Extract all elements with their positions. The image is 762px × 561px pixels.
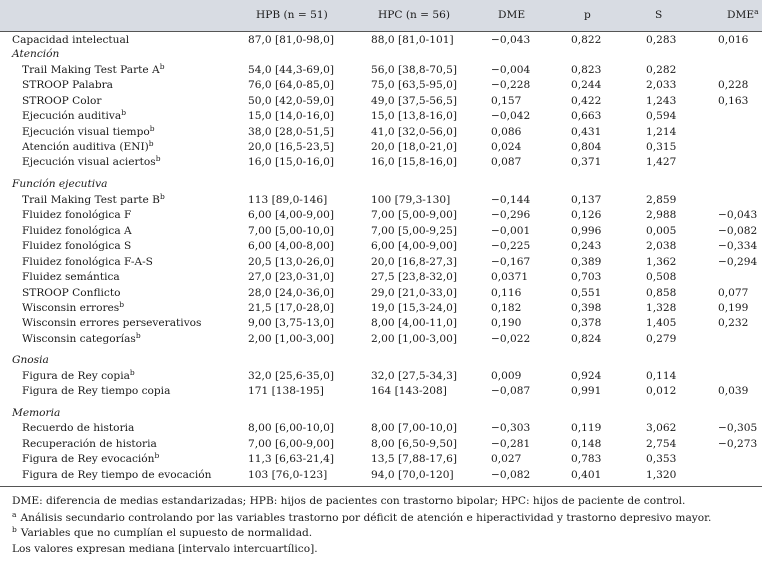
s-value: 0,315 (646, 141, 677, 153)
row-label: STROOP Palabra (22, 79, 113, 91)
dme-adjusted-value: −0,334 (718, 240, 758, 252)
p-value: 0,431 (571, 125, 602, 138)
p-value: 0,401 (571, 468, 602, 481)
bottom-rule (0, 486, 762, 487)
p-value: 0,389 (571, 255, 602, 268)
p-value: 0,804 (571, 141, 602, 153)
footnote-marker: b (148, 139, 154, 148)
footnote-marker: b (119, 300, 125, 309)
s-value: 1,320 (646, 468, 677, 481)
row-label: Ejecución auditiva$^b$ (22, 108, 126, 122)
row-label: Capacidad intelectual (12, 33, 130, 46)
dme-value: −0,167 (491, 255, 531, 268)
p-value: 0,823 (571, 64, 602, 76)
header-s: S (655, 9, 663, 21)
s-value: 0,594 (646, 110, 677, 122)
hpb-value: 8,00 [6,00-10,0] (248, 422, 334, 434)
hpb-value: 27,0 [23,0-31,0] (248, 271, 334, 283)
dme-value: −0,087 (491, 385, 531, 397)
dme-value: 0,009 (491, 369, 522, 382)
hpc-value: 49,0 [37,5-56,5] (371, 94, 457, 107)
dme-value: −0,001 (491, 224, 531, 237)
dme-value: 0,116 (491, 286, 522, 299)
section-heading: Memoria (12, 406, 61, 419)
row-label: Recuerdo de historia (22, 422, 135, 434)
footnote-marker: a (12, 509, 17, 519)
dme-adjusted-value: 0,077 (718, 286, 749, 299)
dme-value: −0,296 (491, 209, 531, 221)
p-value: 0,126 (571, 209, 602, 221)
p-value: 0,243 (571, 240, 602, 252)
dme-adjusted-value: 0,232 (718, 317, 749, 329)
hpb-value: 16,0 [15,0-16,0] (248, 156, 334, 168)
row-label: Fluidez fonológica A (22, 224, 132, 237)
dme-value: 0,182 (491, 302, 522, 314)
dme-value: −0,225 (491, 240, 531, 252)
hpb-value: 6,00 [4,00-9,00] (248, 209, 334, 221)
s-value: 2,859 (646, 193, 677, 206)
footnote-marker: b (149, 123, 155, 133)
row-label: STROOP Conflicto (22, 286, 121, 299)
p-value: 0,824 (571, 332, 602, 345)
hpb-value: 9,00 [3,75-13,0] (248, 317, 334, 329)
row-label: Wisconsin categorías$^b$ (22, 330, 141, 345)
s-value: 0,858 (646, 286, 677, 299)
dme-value: 0,0371 (491, 271, 529, 283)
hpb-value: 38,0 [28,0-51,5] (248, 125, 334, 138)
hpc-value: 8,00 [4,00-11,0] (371, 317, 457, 329)
p-value: 0,996 (571, 224, 602, 237)
row-label: Ejecución visual aciertos$^b$ (22, 154, 161, 168)
dme-value: 0,024 (491, 141, 522, 153)
hpb-value: 50,0 [42,0-59,0] (248, 94, 334, 107)
hpb-value: 6,00 [4,00-8,00] (248, 240, 334, 252)
dme-value: 0,027 (491, 453, 522, 465)
row-label: Figura de Rey tiempo de evocación (22, 468, 212, 481)
s-value: 3,062 (646, 422, 677, 434)
hpb-value: 7,00 [6,00-9,00] (248, 437, 334, 450)
hpc-value: 27,5 [23,8-32,0] (371, 271, 457, 283)
hpc-value: 8,00 [7,00-10,0] (371, 422, 457, 434)
footnote: DME: diferencia de medias estandarizadas; HPB: hijos de pacientes con trastorno bipolar; HPC: hijos de paciente de control. (12, 495, 686, 507)
row-label: Figura de Rey evocación$^b$ (22, 451, 160, 465)
footnote-marker: b (159, 62, 165, 71)
hpc-value: 32,0 [27,5-34,3] (371, 369, 457, 382)
dme-adjusted-value: −0,082 (718, 224, 758, 237)
dme-value: −0,004 (491, 64, 531, 76)
footnote-marker: b (154, 451, 160, 460)
section-heading: Atención (12, 48, 60, 60)
row-label: Fluidez fonológica S (22, 240, 132, 252)
s-value: 2,033 (646, 79, 677, 91)
p-value: 0,148 (571, 437, 602, 450)
s-value: 0,279 (646, 332, 677, 345)
hpb-value: 32,0 [25,6-35,0] (248, 369, 334, 382)
footnote: $^b$ Variables que no cumplían el supuesto de normalidad. (12, 525, 313, 539)
header-dme-adjusted: DME$^a$ (727, 7, 759, 21)
dme-value: 0,157 (491, 94, 522, 107)
hpb-value: 113 [89,0-146] (248, 193, 328, 206)
dme-value: −0,303 (491, 422, 531, 434)
hpc-value: 19,0 [15,3-24,0] (371, 302, 457, 314)
hpb-value: 103 [76,0-123] (248, 468, 328, 481)
dme-adjusted-value: 0,163 (718, 94, 749, 107)
footnote: Los valores expresan mediana [intervalo intercuartílico]. (12, 542, 318, 555)
s-value: 2,754 (646, 437, 677, 450)
dme-adjusted-value: −0,294 (718, 255, 758, 268)
hpb-value: 76,0 [64,0-85,0] (248, 79, 334, 91)
header-dme: DME (498, 9, 526, 21)
hpc-value: 29,0 [21,0-33,0] (371, 286, 457, 299)
footnote-marker: b (121, 108, 126, 117)
hpb-value: 7,00 [5,00-10,0] (248, 224, 334, 237)
p-value: 0,783 (571, 453, 602, 465)
row-label: Ejecución visual tiempo$^b$ (22, 123, 155, 138)
s-value: 1,243 (646, 94, 677, 107)
footnote-marker: b (135, 330, 141, 340)
p-value: 0,244 (571, 79, 602, 91)
footnote-marker: b (155, 154, 161, 163)
hpb-value: 171 [138-195] (248, 385, 324, 397)
footnote-marker: b (12, 525, 17, 534)
hpc-value: 20,0 [18,0-21,0] (371, 141, 457, 153)
row-label: Fluidez fonológica F-A-S (22, 255, 153, 268)
dme-value: −0,228 (491, 79, 531, 91)
hpc-value: 2,00 [1,00-3,00] (371, 332, 457, 345)
dme-adjusted-value: 0,199 (718, 302, 749, 314)
s-value: 1,328 (646, 302, 677, 314)
dme-adjusted-value: 0,016 (718, 33, 749, 46)
dme-value: −0,281 (491, 437, 531, 450)
row-label: Atención auditiva (ENI)$^b$ (22, 139, 154, 153)
p-value: 0,822 (571, 33, 602, 46)
footnote: $^a$ Análisis secundario controlando por las variables trastorno por déficit de atención e hiperactividad y trastorno depresivo mayor. (12, 509, 712, 524)
row-label: Trail Making Test parte $B^b$ (22, 191, 165, 206)
hpc-value: 94,0 [70,0-120] (371, 468, 454, 481)
hpc-value: 7,00 [5,00-9,25] (371, 224, 457, 237)
s-value: 0,508 (646, 271, 677, 283)
dme-value: −0,043 (491, 33, 531, 46)
p-value: 0,991 (571, 385, 602, 397)
hpb-value: 28,0 [24,0-36,0] (248, 286, 334, 299)
hpc-value: 75,0 [63,5-95,0] (371, 79, 457, 91)
p-value: 0,703 (571, 271, 602, 283)
hpc-value: 7,00 [5,00-9,00] (371, 209, 457, 221)
dme-value: −0,082 (491, 468, 531, 481)
s-value: 2,038 (646, 240, 677, 252)
hpb-value: 20,0 [16,5-23,5] (248, 141, 334, 153)
p-value: 0,924 (571, 369, 602, 382)
hpc-value: 41,0 [32,0-56,0] (371, 125, 457, 138)
p-value: 0,371 (571, 156, 602, 168)
hpb-value: 87,0 [81,0-98,0] (248, 33, 334, 46)
dme-adjusted-value: −0,305 (718, 422, 758, 434)
s-value: 1,405 (646, 317, 677, 329)
s-value: 1,214 (646, 125, 677, 138)
s-value: 2,988 (646, 209, 677, 221)
row-label: Figura de Rey copia$^b$ (22, 367, 135, 382)
hpb-value: 11,3 [6,63-21,4] (248, 453, 334, 465)
dme-value: −0,144 (491, 193, 531, 206)
hpb-value: 2,00 [1,00-3,00] (248, 332, 334, 345)
dme-adjusted-value: 0,039 (718, 385, 749, 397)
s-value: 0,012 (646, 385, 677, 397)
s-value: 0,353 (646, 453, 677, 465)
hpc-value: 88,0 [81,0-101] (371, 33, 454, 46)
row-label: Figura de Rey tiempo copia (22, 385, 171, 397)
dme-adjusted-value: 0,228 (718, 79, 749, 91)
header-p: p (584, 9, 591, 21)
dme-adjusted-value: −0,273 (718, 437, 758, 450)
s-value: 0,282 (646, 64, 677, 76)
p-value: 0,137 (571, 193, 602, 206)
row-label: STROOP Color (22, 94, 102, 107)
hpc-value: 6,00 [4,00-9,00] (371, 240, 457, 252)
row-label: Wisconsin errores perseverativos (22, 317, 202, 329)
row-label: Trail Making Test Parte $A^b$ (22, 62, 165, 76)
row-label: Fluidez fonológica F (22, 209, 132, 221)
hpb-value: 21,5 [17,0-28,0] (248, 302, 334, 314)
section-heading: Función ejecutiva (12, 178, 108, 190)
hpb-value: 20,5 [13,0-26,0] (248, 255, 334, 268)
hpc-value: 13,5 [7,88-17,6] (371, 453, 457, 465)
p-value: 0,551 (571, 286, 602, 299)
hpc-value: 8,00 [6,50-9,50] (371, 437, 457, 450)
dme-value: 0,086 (491, 125, 522, 138)
s-value: 0,114 (646, 369, 677, 382)
row-label: Fluidez semántica (22, 271, 120, 283)
s-value: 1,362 (646, 255, 677, 268)
hpb-value: 54,0 [44,3-69,0] (248, 64, 334, 76)
s-value: 0,005 (646, 224, 677, 237)
section-heading: Gnosia (12, 354, 49, 366)
row-label: Recuperación de historia (22, 437, 157, 450)
footnote-marker: b (129, 367, 135, 377)
s-value: 1,427 (646, 156, 677, 168)
header-hpb: HPB (n = 51) (256, 9, 328, 21)
dme-value: 0,190 (491, 317, 522, 329)
hpc-value: 20,0 [16,8-27,3] (371, 255, 457, 268)
hpc-value: 16,0 [15,8-16,0] (371, 156, 457, 168)
hpc-value: 164 [143-208] (371, 385, 447, 397)
hpc-value: 100 [79,3-130] (371, 193, 451, 206)
p-value: 0,119 (571, 422, 602, 434)
p-value: 0,378 (571, 317, 602, 329)
dme-adjusted-value: −0,043 (718, 209, 758, 221)
header-hpc: HPC (n = 56) (378, 9, 451, 21)
p-value: 0,398 (571, 302, 602, 314)
dme-value: −0,042 (491, 110, 531, 122)
p-value: 0,422 (571, 94, 602, 107)
hpc-value: 15,0 [13,8-16,0] (371, 110, 457, 122)
s-value: 0,283 (646, 33, 677, 46)
hpc-value: 56,0 [38,8-70,5] (371, 64, 457, 76)
footnote-marker: b (159, 191, 165, 201)
row-label: Wisconsin errores$^b$ (22, 300, 125, 314)
dme-value: −0,022 (491, 332, 531, 345)
p-value: 0,663 (571, 110, 602, 122)
dme-value: 0,087 (491, 156, 522, 168)
hpb-value: 15,0 [14,0-16,0] (248, 110, 334, 122)
